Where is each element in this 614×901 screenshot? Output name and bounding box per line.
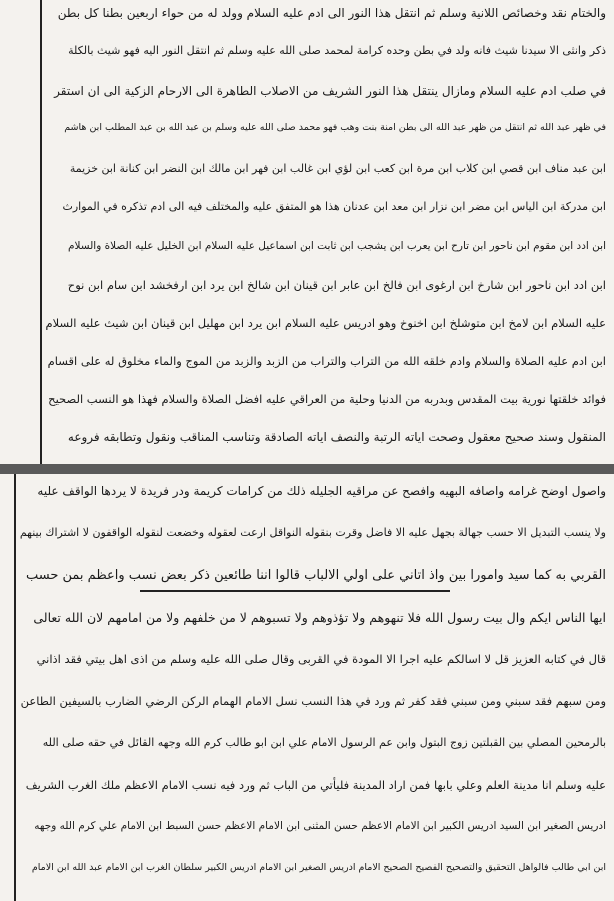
manuscript-line: ابن ادم عليه الصلاة والسلام وادم خلقه الله من التراب والتراب من الزبد والزبد من الموج والماء مخلوق له على اقسام xyxy=(47,354,606,368)
manuscript-line: ذكر وانثى الا سيدنا شيث فانه ولد في بطن وحده كرامة لمحمد صلى الله عليه وسلم ثم انتقل النور اليه فهو شيث بالكلة xyxy=(68,44,606,57)
margin-rule xyxy=(40,0,42,466)
manuscript-line: ابن ابي طالب فالواهل التحقيق والتصحيح الفصيح الصحيح الامام ادريس الصغير ابن الامام ادريس الكبير سلطان الغرب ابن الامام عبد الله ابن الامام xyxy=(31,862,606,873)
manuscript-line: ادريس الصغير ابن السيد ادريس الكبير ابن الامام الاعظم حسن المثنى ابن الامام الاعظم حسن السبط ابن الامام علي كرم الله وجهه xyxy=(34,820,606,832)
manuscript-line: المنقول وسند صحيح معقول وصحت اياته الرتبة والنصف اياته الصادقة وتناسب المناقب ونقول وتطابقه فروعه xyxy=(67,430,606,444)
manuscript-line: ابن مدركة ابن الياس ابن مضر ابن نزار ابن معد ابن عدنان هذا هو المتفق عليه والمختلف فيه الى ادم تذكره في الموارث xyxy=(62,200,606,213)
manuscript-line: ابن ادد ابن مقوم ابن ناحور ابن تارح ابن يعرب ابن يشجب ابن ثابت ابن اسماعيل عليه السلام ابن الخليل عليه الصلاة والسلام xyxy=(67,240,606,252)
manuscript-line: والختام نقد وخصائص اللانية وسلم ثم انتقل هذا النور الى ادم عليه السلام وولد له من حواء اربعين بطنا كل بطن xyxy=(57,6,606,20)
manuscript-page-bottom xyxy=(0,474,614,901)
manuscript-line: ايها الناس ايكم وال بيت رسول الله فلا تنهوهم ولا تؤذوهم ولا تسبوهم لا من خلفهم ولا من امامهم لان الله تعالى xyxy=(33,610,606,625)
manuscript-line: في ظهر عبد الله ثم انتقل من ظهر عبد الله الى بطن امنة بنت وهب فهو محمد صلى الله عليه وسلم بن عبد الله بن عبد المطلب ابن هاشم xyxy=(64,122,606,133)
margin-rule xyxy=(14,474,16,901)
manuscript-line: فوائد خلقتها نورية بيت المقدس وبدربه من الدنيا وحلية من العراقي عليه افضل الصلاة والسلام فهذا هو النسب الصحيح xyxy=(48,392,606,406)
manuscript-line: ولا ينسب التبديل الا حسب جهالة بجهل عليه الا فاضل وقرت بنقوله النواقل ارعت لعقوله وخضعت لنقوله الواقفون لا اشتراك بينهم xyxy=(19,526,606,539)
manuscript-line: ابن عبد مناف ابن قصي ابن كلاب ابن مرة ابن كعب ابن لؤي ابن غالب ابن فهر ابن مالك ابن النضر ابن كنانة ابن خزيمة xyxy=(69,162,606,175)
manuscript-line: ابن ادد ابن ناحور ابن شارخ ابن ارغوى ابن فالخ ابن عابر ابن قينان ابن شالخ ابن يرد ابن ارفخشد ابن سام ابن نوح xyxy=(67,278,606,292)
manuscript-line: عليه السلام ابن لامخ ابن متوشلخ ابن اخنوخ وهو ادريس عليه السلام ابن يرد ابن مهليل ابن قينان ابن شيث عليه السلام xyxy=(45,316,606,330)
underline-stroke xyxy=(140,590,450,592)
manuscript-line: القربي به كما سيد وامورا بين واذ اتاني على اولي الالباب قالوا اننا طائعين ذكر بعض نسب واعظم بمن حسب xyxy=(25,568,606,583)
manuscript-line: واصول اوضح غرامه واصافه البهيه وافصح عن مراقيه الجليله ذلك من كرامات كريمة ودر فريدة لا يردها الواقف عليه xyxy=(37,484,606,498)
manuscript-line: قال في كتابه العزيز قل لا اسالكم عليه اجرا الا المودة في القربى وقال صلى الله عليه وسلم من اذى اهل بيتي فقد اذاني xyxy=(36,652,606,666)
manuscript-line: بالرمحين المصلي بين القبلتين زوج البتول وابن عم الرسول الامام علي ابن ابو طالب كرم الله وجهه القائل في حقه صلى الله xyxy=(42,736,606,749)
manuscript-line: في صلب ادم عليه السلام ومازال ينتقل هذا النور الشريف من الاصلاب الطاهرة الى الارحام الزكية الى ان استقر xyxy=(54,84,606,98)
manuscript-line: ومن سبهم فقد سبني ومن سبني فقد كفر ثم ورد في هذا النسب نسل الامام الهمام الركن الرضي الضارب بالسيفين الطاعن xyxy=(20,694,606,708)
manuscript-line: عليه وسلم انا مدينة العلم وعلي بابها فمن اراد المدينة فليأتي من الباب ثم ورد فيه نسب الامام الاعظم ملك الغرب الشريف xyxy=(25,778,606,792)
